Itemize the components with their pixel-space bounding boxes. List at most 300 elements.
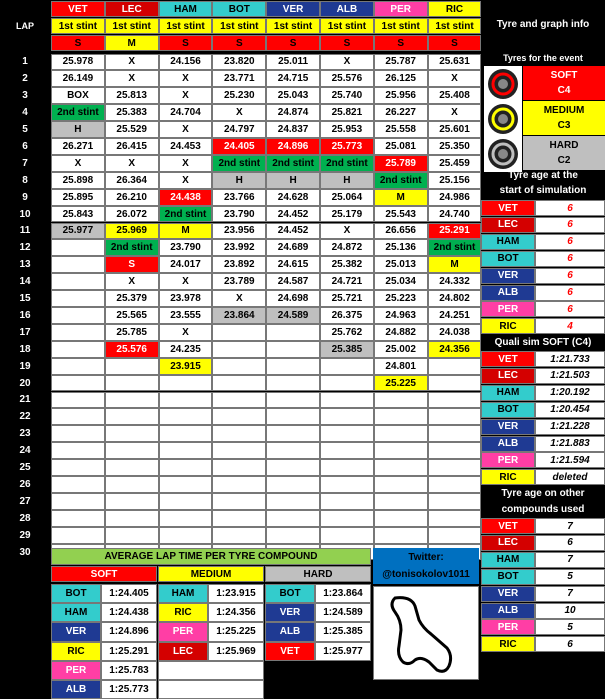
avg-driver: BOT: [265, 584, 315, 603]
lap-cell: [320, 425, 374, 442]
side-value: 7: [535, 552, 605, 568]
side-value: 6: [535, 301, 605, 317]
start-tyre: S: [374, 35, 428, 51]
avg-driver: VET: [265, 642, 315, 661]
avg-time: 1:25.225: [208, 622, 264, 641]
lap-cell: [51, 392, 105, 409]
lap-cell: 2nd stint: [320, 155, 374, 172]
lap-cell: S: [105, 256, 159, 273]
lap-cell: [212, 476, 266, 493]
lap-cell: [212, 375, 266, 392]
soft-name: SOFT: [550, 70, 578, 81]
lap-cell: 24.689: [266, 239, 320, 256]
lap-cell: 23.992: [212, 239, 266, 256]
lap-cell: 24.405: [212, 138, 266, 155]
avg-driver: LEC: [158, 642, 208, 661]
lap-cell: 25.762: [320, 324, 374, 341]
lap-cell: 25.543: [374, 206, 428, 223]
lap-cell: [266, 493, 320, 510]
lap-cell: [212, 442, 266, 459]
side-value: 6: [535, 217, 605, 233]
side-driver: VER: [481, 419, 535, 435]
lap-cell: 25.179: [320, 206, 374, 223]
lap-cell: X: [320, 223, 374, 240]
lap-cell: 25.459: [428, 155, 482, 172]
lap-cell: [428, 493, 482, 510]
start-tyre: S: [159, 35, 213, 51]
lap-cell: 25.558: [374, 121, 428, 138]
lap-cell: 25.785: [105, 324, 159, 341]
medium-tyre-icon: [484, 101, 522, 137]
lap-cell: [374, 392, 428, 409]
lap-cell: [428, 408, 482, 425]
side-driver: LEC: [481, 368, 535, 384]
lap-number: 19: [19, 360, 31, 372]
lap-cell: [428, 425, 482, 442]
lap-cell: 2nd stint: [428, 239, 482, 256]
lap-cell: [159, 375, 213, 392]
lap-cell: [212, 527, 266, 544]
stint-label: 1st stint: [428, 18, 482, 34]
lap-cell: 2nd stint: [374, 172, 428, 189]
lap-cell: [266, 375, 320, 392]
track-map: [373, 586, 479, 680]
lap-cell: [320, 527, 374, 544]
lap-cell: 26.656: [374, 223, 428, 240]
lap-cell: 25.631: [428, 54, 482, 71]
lap-cell: X: [105, 273, 159, 290]
lap-cell: 25.064: [320, 189, 374, 206]
side-driver: PER: [481, 619, 535, 635]
lap-cell: 24.251: [428, 307, 482, 324]
lap-cell: [374, 476, 428, 493]
lap-cell: [428, 358, 482, 375]
lap-cell: 2nd stint: [212, 155, 266, 172]
lap-cell: 25.156: [428, 172, 482, 189]
lap-cell: 24.453: [159, 138, 213, 155]
side-value: deleted: [535, 469, 605, 485]
lap-cell: 24.589: [266, 307, 320, 324]
lap-cell: [320, 375, 374, 392]
lap-cell: 24.438: [159, 189, 213, 206]
lap-cell: [159, 392, 213, 409]
age-title-1: Tyre age at the: [508, 169, 578, 181]
lap-cell: [320, 408, 374, 425]
side-driver: VER: [481, 586, 535, 602]
avg-driver: RIC: [158, 603, 208, 622]
lap-cell: 25.956: [374, 87, 428, 104]
age-title-2: start of simulation: [499, 184, 587, 196]
lap-header: LAP: [16, 20, 34, 31]
lap-number: 22: [19, 411, 31, 423]
driver-header-alb: ALB: [320, 1, 374, 17]
lap-cell: 23.978: [159, 290, 213, 307]
lap-cell: 23.915: [159, 358, 213, 375]
lap-cell: [51, 527, 105, 544]
lap-cell: [266, 392, 320, 409]
avg-time: 1:23.864: [315, 584, 371, 603]
side-driver: VET: [481, 518, 535, 534]
lap-cell: 23.766: [212, 189, 266, 206]
side-driver: ALB: [481, 436, 535, 452]
soft-tyre-icon: [484, 66, 522, 102]
side-value: 6: [535, 234, 605, 250]
side-value: 1:21.883: [535, 436, 605, 452]
driver-header-ric: RIC: [428, 1, 482, 17]
lap-cell: 24.721: [320, 273, 374, 290]
lap-cell: 25.043: [266, 87, 320, 104]
lap-cell: X: [159, 172, 213, 189]
side-driver: VER: [481, 268, 535, 284]
lap-cell: [51, 459, 105, 476]
lap-number: 28: [19, 512, 31, 524]
lap-number: 10: [19, 208, 31, 220]
lap-number: 1: [22, 56, 28, 68]
lap-cell: M: [159, 223, 213, 240]
lap-cell: [374, 510, 428, 527]
lap-cell: [374, 459, 428, 476]
avg-driver: VER: [51, 622, 101, 641]
lap-cell: [51, 476, 105, 493]
lap-cell: 25.011: [266, 54, 320, 71]
lap-cell: [320, 459, 374, 476]
lap-cell: [105, 425, 159, 442]
lap-cell: [266, 408, 320, 425]
lap-cell: [212, 341, 266, 358]
lap-cell: [428, 375, 482, 392]
lap-cell: [159, 510, 213, 527]
lap-cell: [320, 392, 374, 409]
other-title-1: Tyre age on other: [501, 487, 585, 499]
lap-cell: 25.565: [105, 307, 159, 324]
lap-cell: 26.149: [51, 70, 105, 87]
lap-number: 11: [19, 225, 31, 237]
lap-number: 26: [19, 478, 31, 490]
lap-cell: 25.034: [374, 273, 428, 290]
lap-cell: X: [105, 70, 159, 87]
lap-cell: 25.002: [374, 341, 428, 358]
lap-cell: X: [428, 70, 482, 87]
twitter-label: Twitter:: [408, 551, 444, 563]
lap-cell: [266, 476, 320, 493]
lap-number: 30: [19, 546, 31, 558]
lap-cell: [320, 476, 374, 493]
lap-cell: 24.587: [266, 273, 320, 290]
stint-label: 1st stint: [212, 18, 266, 34]
avg-hard-label: HARD: [265, 566, 371, 582]
driver-header-vet: VET: [51, 1, 105, 17]
lap-cell: 25.291: [428, 223, 482, 240]
lap-cell: [266, 324, 320, 341]
lap-cell: 2nd stint: [266, 155, 320, 172]
lap-cell: [105, 493, 159, 510]
avg-driver: VER: [265, 603, 315, 622]
lap-cell: 24.038: [428, 324, 482, 341]
avg-soft-label: SOFT: [51, 566, 157, 582]
side-driver: PER: [481, 301, 535, 317]
avg-time: 1:24.405: [101, 584, 157, 603]
lap-cell: [105, 392, 159, 409]
lap-cell: X: [159, 70, 213, 87]
lap-cell: [51, 290, 105, 307]
soft-code: C4: [557, 85, 571, 96]
lap-number: 18: [19, 343, 31, 355]
lap-cell: 23.555: [159, 307, 213, 324]
lap-number: 21: [19, 394, 31, 406]
avg-driver: HAM: [51, 603, 101, 622]
lap-cell: [51, 510, 105, 527]
start-tyre: S: [428, 35, 482, 51]
side-value: 6: [535, 251, 605, 267]
lap-cell: [51, 442, 105, 459]
lap-cell: 25.383: [105, 104, 159, 121]
side-value: 5: [535, 619, 605, 635]
side-driver: RIC: [481, 636, 535, 652]
lap-cell: 24.698: [266, 290, 320, 307]
twitter-handle: @tonisokolov1011: [382, 568, 470, 580]
lap-cell: 24.797: [212, 121, 266, 138]
lap-cell: 25.529: [105, 121, 159, 138]
avg-time: 1:25.385: [315, 622, 371, 641]
hard-code: C2: [557, 155, 571, 166]
lap-cell: 24.802: [428, 290, 482, 307]
lap-cell: 25.136: [374, 239, 428, 256]
avg-time: 1:24.438: [101, 603, 157, 622]
lap-cell: H: [320, 172, 374, 189]
lap-cell: M: [428, 256, 482, 273]
lap-cell: [159, 493, 213, 510]
lap-cell: 24.837: [266, 121, 320, 138]
lap-cell: [212, 425, 266, 442]
lap-number: 27: [19, 495, 31, 507]
lap-cell: X: [212, 104, 266, 121]
avg-driver: BOT: [51, 584, 101, 603]
lap-cell: [320, 510, 374, 527]
lap-cell: [105, 527, 159, 544]
start-tyre: S: [212, 35, 266, 51]
quali-title: Quali sim SOFT (C4): [494, 336, 592, 348]
lap-cell: [428, 527, 482, 544]
lap-cell: [105, 510, 159, 527]
lap-cell: 24.882: [374, 324, 428, 341]
stint-label: 1st stint: [105, 18, 159, 34]
lap-cell: [159, 459, 213, 476]
stint-label: 1st stint: [266, 18, 320, 34]
avg-time: 1:24.896: [101, 622, 157, 641]
avg-driver: ALB: [265, 622, 315, 641]
side-value: 5: [535, 569, 605, 585]
lap-cell: [159, 408, 213, 425]
lap-cell: [266, 510, 320, 527]
start-tyre: M: [105, 35, 159, 51]
medium-code: C3: [557, 120, 571, 131]
lap-cell: 23.864: [212, 307, 266, 324]
lap-cell: 24.356: [428, 341, 482, 358]
lap-cell: 24.896: [266, 138, 320, 155]
other-title-2: compounds used: [501, 503, 585, 515]
tyres-title: Tyres for the event: [503, 53, 583, 63]
side-driver: BOT: [481, 569, 535, 585]
side-value: 6: [535, 285, 605, 301]
lap-cell: X: [212, 290, 266, 307]
lap-cell: 25.013: [374, 256, 428, 273]
lap-cell: [266, 358, 320, 375]
avg-time: 1:25.783: [101, 661, 157, 680]
lap-cell: BOX: [51, 87, 105, 104]
side-driver: BOT: [481, 402, 535, 418]
lap-cell: 23.820: [212, 54, 266, 71]
lap-cell: [374, 408, 428, 425]
lap-cell: [105, 459, 159, 476]
driver-header-ham: HAM: [159, 1, 213, 17]
lap-cell: 26.364: [105, 172, 159, 189]
lap-cell: [212, 324, 266, 341]
lap-cell: 24.715: [266, 70, 320, 87]
side-driver: PER: [481, 452, 535, 468]
stint-label: 1st stint: [51, 18, 105, 34]
lap-cell: [51, 358, 105, 375]
lap-cell: [212, 392, 266, 409]
lap-cell: [51, 493, 105, 510]
lap-cell: X: [159, 121, 213, 138]
lap-cell: 25.408: [428, 87, 482, 104]
side-value: 1:21.594: [535, 452, 605, 468]
avg-empty: [158, 661, 264, 680]
side-driver: ALB: [481, 603, 535, 619]
lap-cell: [320, 442, 374, 459]
side-driver: HAM: [481, 552, 535, 568]
lap-cell: 24.963: [374, 307, 428, 324]
lap-cell: 26.125: [374, 70, 428, 87]
lap-cell: [320, 493, 374, 510]
avg-title: AVERAGE LAP TIME PER TYRE COMPOUND: [51, 548, 371, 565]
lap-number: 23: [19, 428, 31, 440]
lap-cell: 25.895: [51, 189, 105, 206]
lap-cell: [374, 527, 428, 544]
lap-cell: [428, 459, 482, 476]
driver-header-lec: LEC: [105, 1, 159, 17]
lap-number: 8: [22, 174, 28, 186]
lap-cell: [266, 442, 320, 459]
side-value: 1:21.503: [535, 368, 605, 384]
stint-label: 1st stint: [159, 18, 213, 34]
lap-number: 25: [19, 462, 31, 474]
side-driver: HAM: [481, 385, 535, 401]
lap-cell: [51, 408, 105, 425]
side-value: 6: [535, 200, 605, 216]
avg-time: 1:25.291: [101, 642, 157, 661]
lap-cell: 26.227: [374, 104, 428, 121]
side-value: 6: [535, 268, 605, 284]
lap-cell: [51, 239, 105, 256]
lap-number: 4: [22, 107, 28, 119]
lap-cell: 25.225: [374, 375, 428, 392]
lap-cell: [159, 425, 213, 442]
start-tyre: S: [51, 35, 105, 51]
lap-cell: [51, 341, 105, 358]
lap-cell: [159, 442, 213, 459]
lap-cell: [320, 358, 374, 375]
lap-cell: 23.892: [212, 256, 266, 273]
driver-header-ver: VER: [266, 1, 320, 17]
side-value: 1:20.454: [535, 402, 605, 418]
lap-number: 29: [19, 529, 31, 541]
avg-driver: PER: [51, 661, 101, 680]
lap-number: 20: [19, 377, 31, 389]
lap-cell: [428, 392, 482, 409]
avg-driver: HAM: [158, 584, 208, 603]
lap-cell: X: [320, 54, 374, 71]
lap-cell: 24.801: [374, 358, 428, 375]
lap-cell: 25.977: [51, 223, 105, 240]
lap-cell: 24.452: [266, 223, 320, 240]
lap-cell: [51, 256, 105, 273]
stint-label: 1st stint: [320, 18, 374, 34]
lap-number: 17: [19, 326, 31, 338]
lap-cell: 2nd stint: [105, 239, 159, 256]
lap-cell: 25.787: [374, 54, 428, 71]
lap-cell: X: [105, 54, 159, 71]
lap-cell: 23.956: [212, 223, 266, 240]
lap-cell: 24.452: [266, 206, 320, 223]
avg-time: 1:25.977: [315, 642, 371, 661]
lap-cell: [51, 375, 105, 392]
lap-cell: 24.704: [159, 104, 213, 121]
avg-driver: ALB: [51, 680, 101, 699]
lap-cell: 23.789: [212, 273, 266, 290]
lap-cell: 24.156: [159, 54, 213, 71]
lap-cell: [266, 459, 320, 476]
hard-tyre-icon: [484, 136, 522, 172]
lap-cell: 24.872: [320, 239, 374, 256]
lap-cell: [212, 459, 266, 476]
lap-number: 12: [19, 242, 31, 254]
lap-number: 9: [22, 191, 28, 203]
lap-cell: 24.017: [159, 256, 213, 273]
lap-cell: [105, 408, 159, 425]
lap-cell: [105, 375, 159, 392]
side-driver: VET: [481, 200, 535, 216]
side-driver: RIC: [481, 469, 535, 485]
side-value: 7: [535, 586, 605, 602]
lap-cell: 26.072: [105, 206, 159, 223]
lap-cell: X: [51, 155, 105, 172]
lap-cell: [51, 307, 105, 324]
avg-driver: RIC: [51, 642, 101, 661]
lap-cell: 25.379: [105, 290, 159, 307]
lap-cell: [159, 527, 213, 544]
lap-cell: [374, 425, 428, 442]
side-value: 6: [535, 535, 605, 551]
info-title: Tyre and graph info: [496, 18, 590, 30]
lap-cell: 24.986: [428, 189, 482, 206]
lap-cell: 2nd stint: [51, 104, 105, 121]
side-value: 1:21.228: [535, 419, 605, 435]
lap-number: 2: [22, 73, 28, 85]
side-driver: ALB: [481, 285, 535, 301]
lap-cell: [428, 510, 482, 527]
lap-cell: 24.740: [428, 206, 482, 223]
lap-cell: [266, 527, 320, 544]
lap-cell: 26.375: [320, 307, 374, 324]
avg-medium-label: MEDIUM: [158, 566, 264, 582]
lap-cell: [266, 425, 320, 442]
lap-cell: 25.576: [105, 341, 159, 358]
lap-cell: 26.210: [105, 189, 159, 206]
side-driver: LEC: [481, 535, 535, 551]
lap-number: 16: [19, 309, 31, 321]
lap-cell: 25.721: [320, 290, 374, 307]
